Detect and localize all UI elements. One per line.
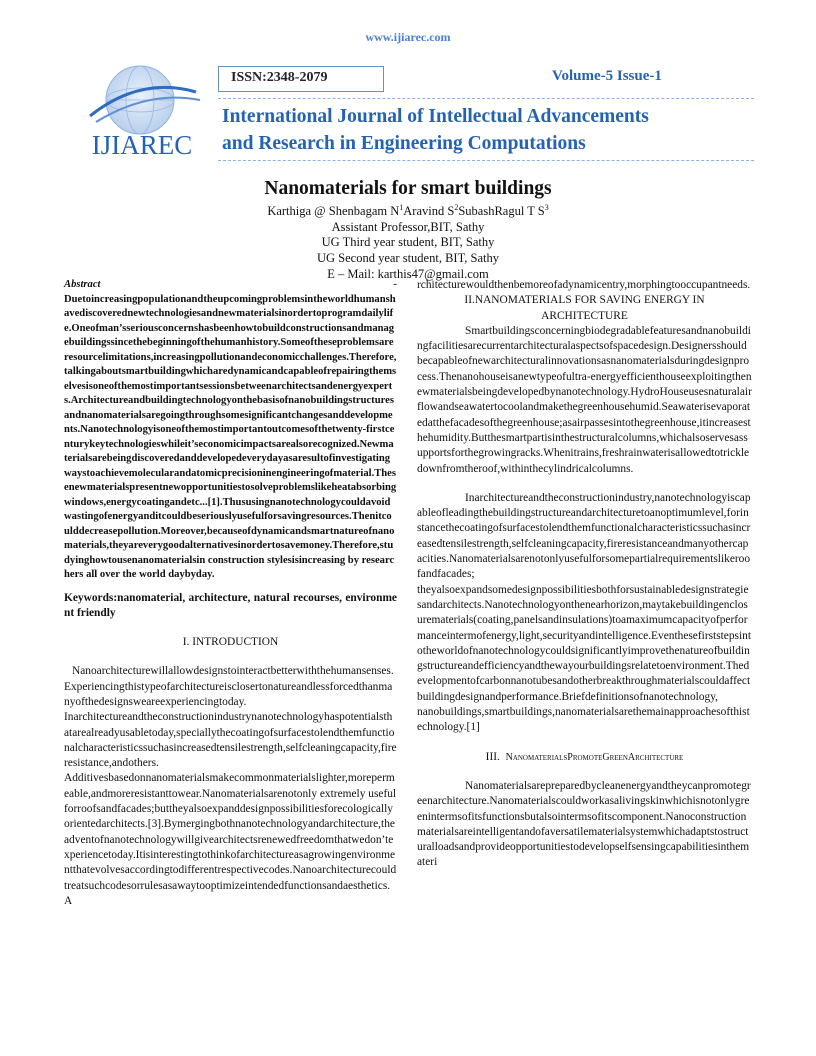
section2-paragraph-4: nanobuildings,smartbuildings,nanomaterialsarethemainapproachesofthistechnology.[1] xyxy=(417,706,750,734)
paper-title: Nanomaterials for smart buildings xyxy=(264,178,552,199)
section-heading-3: III. NanomaterialsPromoteGreenArchitecture xyxy=(485,750,684,763)
svg-text:IJIAREC: IJIAREC xyxy=(91,130,193,160)
abstract xyxy=(64,278,397,583)
journal-title xyxy=(222,103,649,157)
section2-paragraph-1: Smartbuildingsconcerningbiodegradablefeaturesandnanobuildingfacilitiesarecurrentarchitecturalaspectsofspacedesign.Designersshouldbecapableofnewarchitecturalinnovationsasnanomaterialsduringdesignprocess.Thenanohouseisanewtypeofultra-energyefficienthouseexploitingthenewmaterialsbeingdevelopedbynanotechnology.HydroHouseusesnaturalairflowandseawatertocoolandmakethegreenhousehumid.Seawaterisevaporatedatthefacadesofthegreenhouse;asairpassesintothegreenhouse,itincreasesthehumidity.Butthesmartpartisinthestructuralcolumns,whichalsoservesassupportsforthegrowingracks.Whenitrains,freshrainwaterisallowedtotrickledownfromtheroof,withinthecylindricalcolumns. xyxy=(417,324,752,475)
journal-title-line1: International Journal of Intellectual Advancements xyxy=(222,106,649,127)
keywords: Keywords:nanomaterial, architecture, natural recourses, environment friendly xyxy=(64,591,397,619)
header-divider-top xyxy=(218,98,754,99)
issn-box: ISSN:2348-2079 xyxy=(218,66,384,92)
section2-paragraph-3: theyalsoexpandsomedesignpossibilitiesbothforsustainabledesignstrategiesandarchitects.Nanotechnologyonthenearhorizon,maytakebuildingenclosurematerials(coating,panelsandinsulations)toamaximumcapacityofperformanceintermofenergy,light,securityandintelligence.Eventhesefirststepsintotheworldofnanotechnologycouldsignificantlyimprovethenatureofbuildingstructureandefficiencyandthewayourbuildingsrelatetoenvironment.Thedevelopmentofcarbonnanotubesandotherbreakthroughmaterialscouldaffectbuildingdesignandperformance.Briefdefinitionsofnanotechnology, xyxy=(417,583,752,703)
author-names: Karthiga @ Shenbagam $N^1Aravind$ $S^2SubashRagul$ T $S^3$ xyxy=(267,203,549,219)
journal-title-line2: and Research in Engineering Computations xyxy=(222,133,586,154)
section2-paragraph-2: Inarchitectureandtheconstructionindustry,nanotechnologyiscapableofleadingthebuildingstructureandarchitecturetoanoptimumlevel,forinstancethecoatingofsurfacestolendthemfunctionalcharacteristicssuchasincreasedtensilestrength,selfcleaningcapacity,fireresistanceandmanyothercapacities.Nanomaterialsarenotonlyusefulforsomepartialrequirementslikeroofandfacades; xyxy=(417,491,751,581)
volume-issue: Volume-5 Issue-1 xyxy=(552,68,662,84)
section3-paragraph-1: Nanomaterialsarepreparedbycleanenergyandtheycanpromotegreenarchitecture.Nanomaterialscouldworkasalivingskinwhichisnotonlygreenintermsofitsfunctionsbutalsointermsofitscomponent.Nanoconstructionmaterialsareintelligentandofaversatilematerialsystemwhichadaptstostructuralloadsandprovideopportunitiestodevelopselfsensingcapabilitiesinthemateri xyxy=(417,779,751,869)
journal-url[interactable]: www.ijiarec.com xyxy=(365,30,451,44)
intro-paragraph-1: Nanoarchitecturewillallowdesignstointeractbetterwiththehumansenses. xyxy=(72,665,394,678)
left-column xyxy=(64,278,397,909)
intro-continuation: rchitecturewouldthenbemoreofadynamicentry,morphingtooccupantneeds. xyxy=(417,279,751,291)
abstract-text: Duetoincreasingpopulationandtheupcomingproblemsintheworldhumanshavediscoverednewtechnologiesandnewmaterialsinordertoprogramdailylife.Oneofman’sseriousconcernshasbeenhowtobuildconstructionsandmanagebuildingssincethebeginningofthehumanhistory.Someoftheseproblemsareresourcelimitations,increasingpollutionandeconomicchallenges.Therefore,talkingaboutsmartbuildingwhicharedynamicandcapableofrepairingthemselvesisoneofthemostimportantsessionsbetweenarchitectsandenergyexperts.Architectureandbuildingtechnologyonthebasisofnanobuildingstructuresandnanomaterialsaregoingthroughsomesignificantchangesanddevelopments.Nanotechnologyisoneofthemostimportantoutcomesofthetwenty-firstcenturykeytechnologieswhileit’seconomicimpactsarealsorecognized.Newmaterialsarebeingdiscoveredanddevelopedeverydayasaresultofinvestigatingwaystoachievemolecularandatomicprecisioninengineeringofmaterial.Thesenewmaterialspresentnewopportunitiestosolveproblemslikeheatabsorbingwindows,energycoatingandetc...[1].Thususingnanotechnologycouldavoidwastingofenergyanditcouldbeseriouslyusefulforsavingresources.Thenitcoulddecreasepollution.Moreover,becauseofdynamicandsmartnatureofnanomaterials,theyareverygoodalternativesinordertosavemoney.Therefore,studyinghowtousenanomaterialsin construction stylesisincreasing by researchers all over the world daybyday. xyxy=(64,293,397,580)
intro-paragraph-2: Experiencingthistypeofarchitectureisclosertonatureandlessforcedthanmanyofthedesignsweareexperiencingtoday. xyxy=(64,680,393,708)
author-block xyxy=(0,200,816,282)
author-email: E – Mail: karthis47@gmail.com xyxy=(327,266,489,281)
ijiarec-logo xyxy=(78,56,208,166)
abstract-label: Abstract xyxy=(64,279,101,290)
intro-paragraph-4: Additivesbasedonnanomaterialsmakecommonmaterialslighter,morepermeable,andmoreresistanttowear.Nanomaterialsarenotonly extremely usefulforroofsandfacades;buttheyalsoexpanddesignpossibilitiesforecologicallyorientedarchitects.[3].Bymergingbothnanotechnologyandarchitecture,theadventofnanotechnologywillgivearchitectsrenewedfreedomthatwedon’texperiencetoday.Itisinterestingtothinkofarchitectureasagrowingenvironmentthatevolvesaccordingtodifferentrespectivecodes.Nanoarchitecturecouldtreatsuchcodesorrulesasawaytooptimizeintendedfunctionsandaesthetics.A xyxy=(64,772,397,907)
section-heading-2: II.NANOMATERIALS FOR SAVING ENERGY IN ARCHITECTURE xyxy=(464,294,705,322)
section-heading-introduction: I. INTRODUCTION xyxy=(182,636,279,649)
abstract-dash: - xyxy=(393,279,397,290)
affiliation-2: UG Third year student, BIT, Sathy xyxy=(321,235,495,250)
intro-paragraph-3: Inarchitectureandtheconstructionindustrynanotechnologyhaspotentialsthatarealreadyusabletoday,speciallythecoatingofsurfacestolendthemfunctionalcharacteristicssuchasincreasedtensilestrength,selfcleaningcapacity,fireresistance,andothers. xyxy=(64,711,397,770)
right-column xyxy=(417,278,752,871)
header-divider-bottom xyxy=(218,160,754,161)
affiliation-3: UG Second year student, BIT, Sathy xyxy=(316,250,500,265)
affiliation-1: Assistant Professor,BIT, Sathy xyxy=(331,219,485,234)
